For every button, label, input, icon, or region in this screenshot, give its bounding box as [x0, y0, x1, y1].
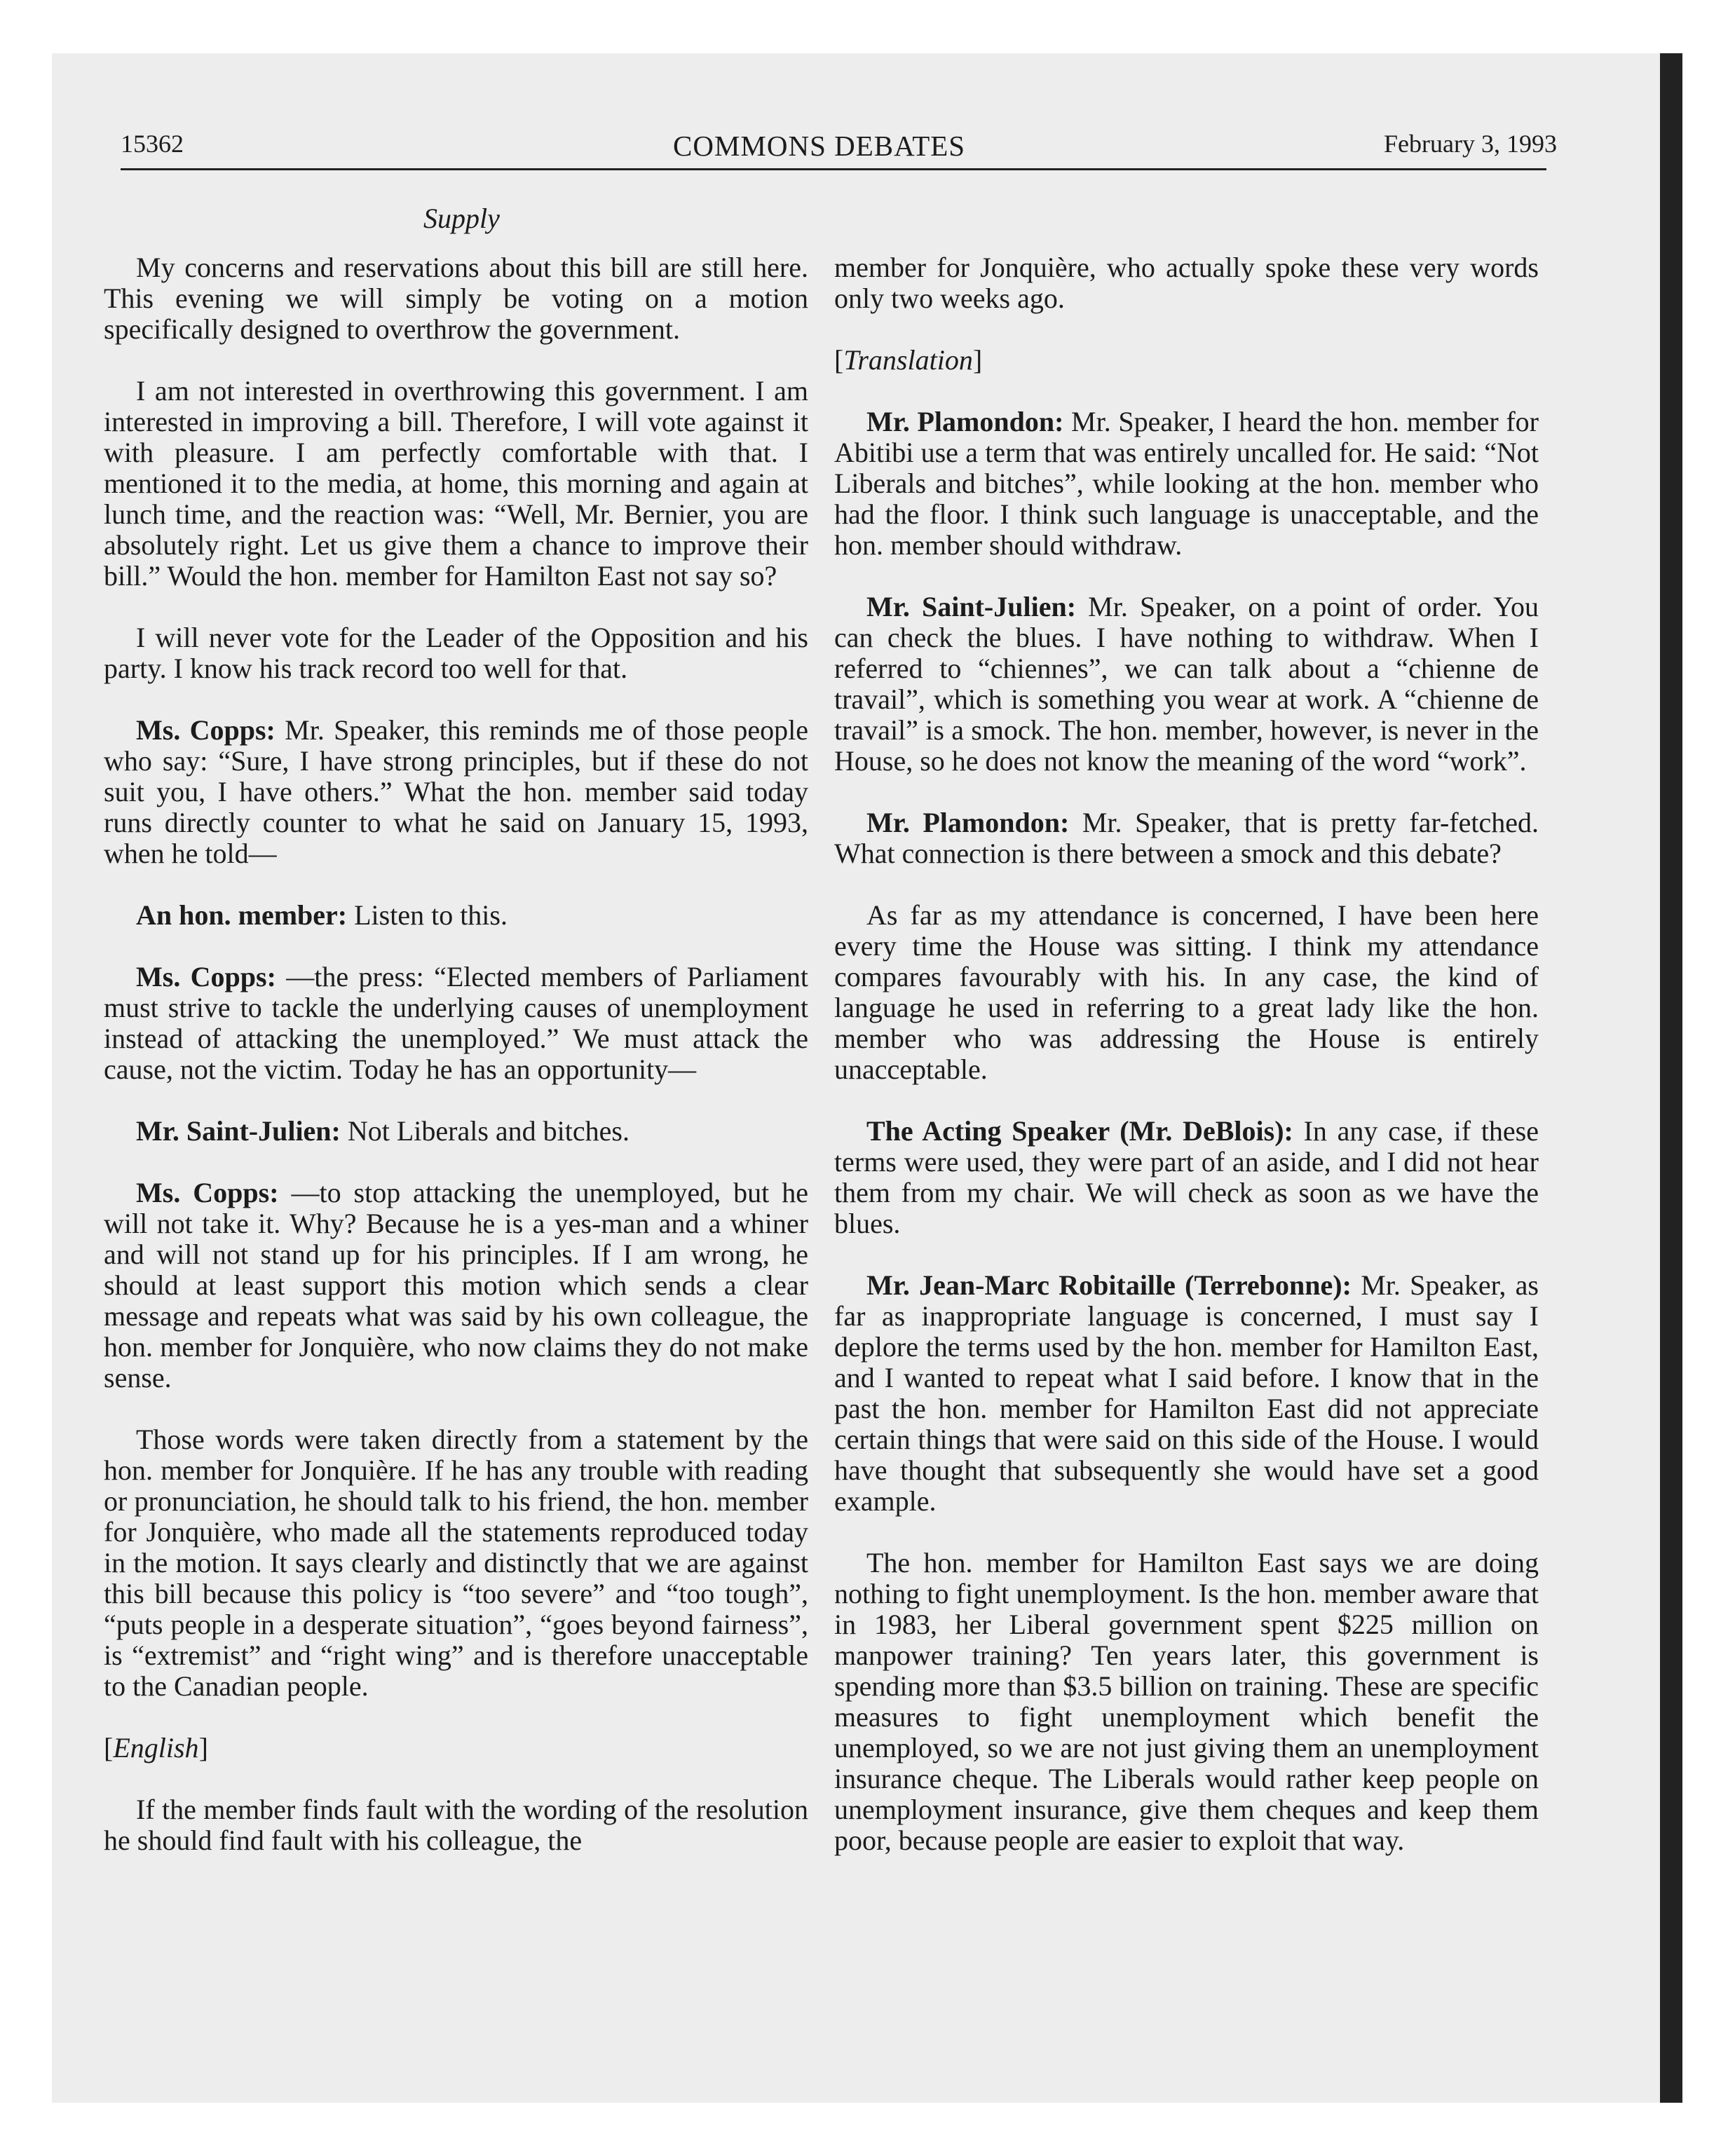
speech-text: Mr. Speaker, as far as inappropriate language is concerned, I must say I deplore the terms used by the hon. member for Hamilton East, and I wanted to repeat what I said before. I know that in the past the hon. member for Hamilton East did not appreciate certain things that were said on this side of the House. I would have thought that subsequently she would have set a good example. — [834, 1269, 1539, 1517]
speech-paragraph — [104, 715, 808, 869]
speech-text: Mr. Speaker, on a point of order. You can check the blues. I have nothing to withdraw. When I referred to “chiennes”, we can talk about a “chienne de travail”, which is something you wear at work. A “chienne de travail” is a smock. The hon. member, however, is never in the House, so he does not know the meaning of the word “work”. — [834, 591, 1539, 777]
publication-title: COMMONS DEBATES — [673, 130, 966, 162]
language-tag-text: English — [113, 1732, 199, 1763]
language-tag-text: Translation — [843, 344, 973, 376]
speaker-name: Mr. Plamondon: — [866, 406, 1064, 437]
paragraph: The hon. member for Hamilton East says we are doing nothing to fight unemployment. Is the hon. member aware that in 1983, her Liberal government spent $225 million on manpower training? Ten years later, this government is spending more than $3.5 billion on training. These are specific measures to fight unemployment which benefit the unemployed, so we are not just giving them an unemployment insurance cheque. The Liberals would rather keep people on unemployment insurance, give them cheques and keep them poor, because people are easier to exploit that way. — [834, 1547, 1539, 1856]
speech-text: Listen to this. — [347, 899, 508, 931]
speaker-name: The Acting Speaker (Mr. DeBlois): — [866, 1115, 1293, 1147]
speaker-name: An hon. member: — [136, 899, 348, 931]
speaker-name: Mr. Saint-Julien: — [136, 1115, 341, 1147]
speech-paragraph — [104, 962, 808, 1085]
paragraph: If the member finds fault with the wording of the resolution he should find fault with his colleague, the — [104, 1794, 808, 1856]
speaker-name: Mr. Jean-Marc Robitaille (Terrebonne): — [866, 1269, 1352, 1301]
paragraph: I will never vote for the Leader of the Opposition and his party. I know his track record too well for that. — [104, 622, 808, 684]
language-tag: [Translation] — [834, 344, 983, 376]
left-column — [104, 252, 808, 1887]
speech-text: In any case, if these terms were used, they were part of an aside, and I did not hear them from my chair. We will check as soon as we have the blues. — [834, 1115, 1539, 1239]
speech-paragraph — [104, 1116, 808, 1147]
speech-text: Not Liberals and bitches. — [340, 1115, 630, 1147]
speech-paragraph — [834, 592, 1539, 777]
header-rule — [121, 168, 1546, 170]
speech-text: Mr. Speaker, this reminds me of those people who say: “Sure, I have strong principles, but if these do not suit you, I have others.” What the hon. member said today runs directly counter to what he said on January 15, 1993, when he told— — [104, 714, 808, 869]
scan-edge-shadow — [1660, 53, 1682, 2103]
paragraph: I am not interested in overthrowing this government. I am interested in improving a bill. Therefore, I will vote against it with pleasure. I am perfectly comfortable with that. I mentioned it to the media, at home, this morning and again at lunch time, and the reaction was: “Well, Mr. Bernier, you are absolutely right. Let us give them a chance to improve their bill.” Would the hon. member for Hamilton East not say so? — [104, 375, 808, 592]
speech-paragraph — [104, 900, 808, 931]
language-tag: [English] — [104, 1732, 208, 1763]
speech-paragraph — [834, 407, 1539, 561]
speech-text: Mr. Speaker, that is pretty far-fetched. What connection is there between a smock and this debate? — [834, 807, 1539, 869]
speech-text: —the press: “Elected members of Parliament must strive to tackle the underlying causes of unemployment instead of attacking the unemployed.” We must attack the cause, not the victim. Today he has an opportunity— — [104, 961, 808, 1085]
right-column — [834, 252, 1539, 1887]
speech-paragraph — [834, 807, 1539, 869]
speaker-name: Ms. Copps: — [136, 961, 276, 992]
speech-paragraph — [834, 1270, 1539, 1517]
paragraph: As far as my attendance is concerned, I have been here every time the House was sitting. I think my attendance compares favourably with his. In any case, the kind of language he used in referring to a great lady like the hon. member who was addressing the House is entirely unacceptable. — [834, 899, 1539, 1085]
speaker-name: Mr. Saint-Julien: — [866, 591, 1077, 622]
page-number: 15362 — [121, 130, 184, 158]
speaker-name: Mr. Plamondon: — [866, 807, 1070, 838]
section-title: Supply — [423, 203, 500, 234]
paragraph: member for Jonquière, who actually spoke these very words only two weeks ago. — [834, 252, 1539, 314]
speaker-name: Ms. Copps: — [136, 714, 275, 746]
speech-paragraph — [834, 1116, 1539, 1239]
speaker-name: Ms. Copps: — [136, 1177, 279, 1208]
paragraph: Those words were taken directly from a statement by the hon. member for Jonquière. If he has any trouble with reading or pronunciation, he should talk to his friend, the hon. member for Jonquière, who made all the statements reproduced today in the motion. It says clearly and distinctly that we are against this bill because this policy is “too severe” and “too tough”, “puts people in a desperate situation”, “goes beyond fairness”, is “extremist” and “right wing” and is therefore unacceptable to the Canadian people. — [104, 1424, 808, 1702]
paragraph: My concerns and reservations about this bill are still here. This evening we will simply be voting on a motion specifically designed to overthrow the government. — [104, 252, 808, 345]
publication-date: February 3, 1993 — [1384, 130, 1557, 158]
speech-text: —to stop attacking the unemployed, but he will not take it. Why? Because he is a yes-man and a whiner and will not stand up for his principles. If I am wrong, he should at least support this motion which sends a clear message and repeats what was said by his own colleague, the hon. member for Jonquière, who now claims they do not make sense. — [104, 1177, 808, 1393]
speech-paragraph — [104, 1178, 808, 1393]
speech-text: Mr. Speaker, I heard the hon. member for Abitibi use a term that was entirely uncalled for. He said: “Not Liberals and bitches”, while looking at the hon. member who had the floor. I think such language is unacceptable, and the hon. member should withdraw. — [834, 406, 1539, 561]
